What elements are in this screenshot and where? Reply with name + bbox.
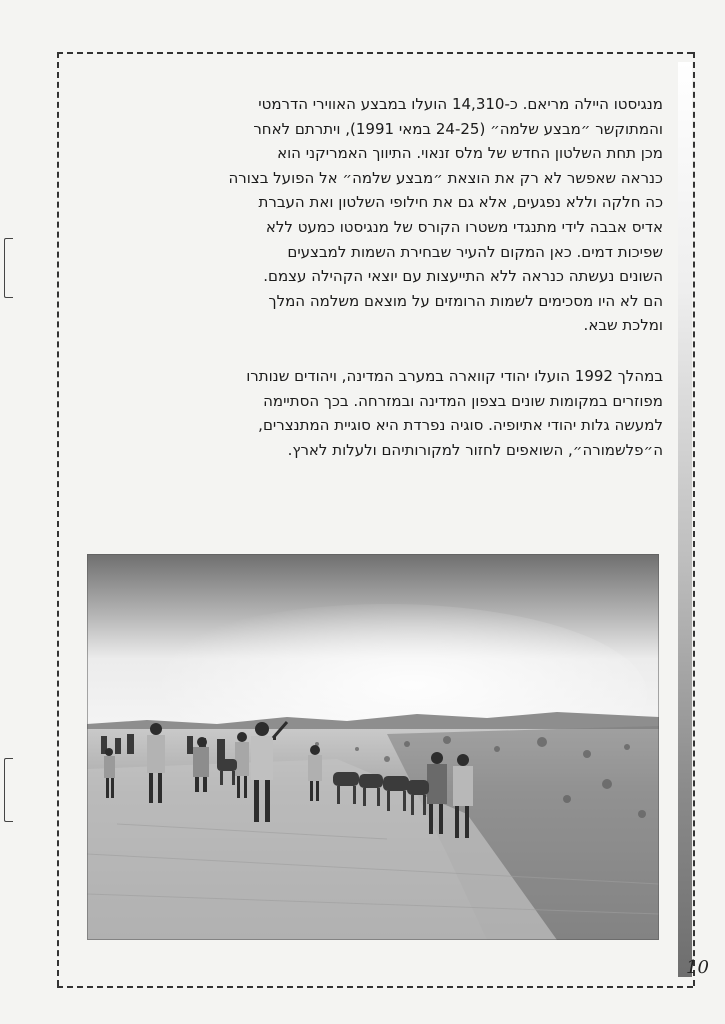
text-line: הם לא היו מסכימים לשמות הרומזים על מוצאם משלמה המלך <box>268 291 663 310</box>
text-line: השונים נעשתה כנראה ללא התייעצות עם יוצאי הקהילה עצמם. <box>263 267 663 286</box>
text-line: מנגיסטו היילה מריאם. כ-14,310 הועלו במבצע האווירי הדרמטי <box>258 95 663 113</box>
text-line: מכן תחת השלטון החדש של מלס זנאוי. התיווך האמריקני הוא <box>277 144 663 163</box>
text-line: כה חלקה וללא נפגעים, אלא גם את חילופי השלטון ואת העברת <box>258 193 663 212</box>
text-line: כנראה שאפשר לא רק את הוצאת ״מבצע שלמה״ אל הפועל בצורה <box>228 168 663 187</box>
side-gradient-band <box>678 62 692 977</box>
page-number: 10 <box>686 957 709 978</box>
frame-right-border <box>693 52 695 986</box>
paragraph-2 <box>93 364 663 462</box>
binding-mark <box>4 758 13 822</box>
text-line: שפיכות דמים. כאן המקום להעיר שבחירת השמות למבצעים <box>287 242 663 261</box>
paragraph-1 <box>93 92 663 338</box>
text-line: ומלכת שבא. <box>583 316 663 335</box>
photograph-people-walking-with-donkeys <box>87 554 659 940</box>
text-line: מפוזרים במקומות שונים בצפון המדינה ובמזרחה. בכך הסתיימה <box>263 391 663 410</box>
text-line: והמתוקשר ״מבצע שלמה״ (24-25 במאי 1991), ויתרתם לאחר <box>253 119 663 138</box>
frame-top-border <box>57 52 693 54</box>
text-line: למעשה גלות יהודי אתיופיה. סוגיה נפרדת היא סוגיית המתנצרים, <box>258 416 663 435</box>
text-line: ה״פלשמורה״, השואפים לחזור למקורותיהם ולעלות לארץ. <box>287 440 663 459</box>
binding-mark <box>4 238 13 298</box>
frame-bottom-border <box>57 986 693 988</box>
text-line: אדיס אבבה לידי מתנגדי משטרו הקורס של מנגיסטו כמעט ללא <box>265 217 663 236</box>
frame-left-border <box>57 52 59 986</box>
text-line: במהלך 1992 הועלו יהודי קווארה במערב המדינה, ויהודים שנותרו <box>246 367 663 385</box>
